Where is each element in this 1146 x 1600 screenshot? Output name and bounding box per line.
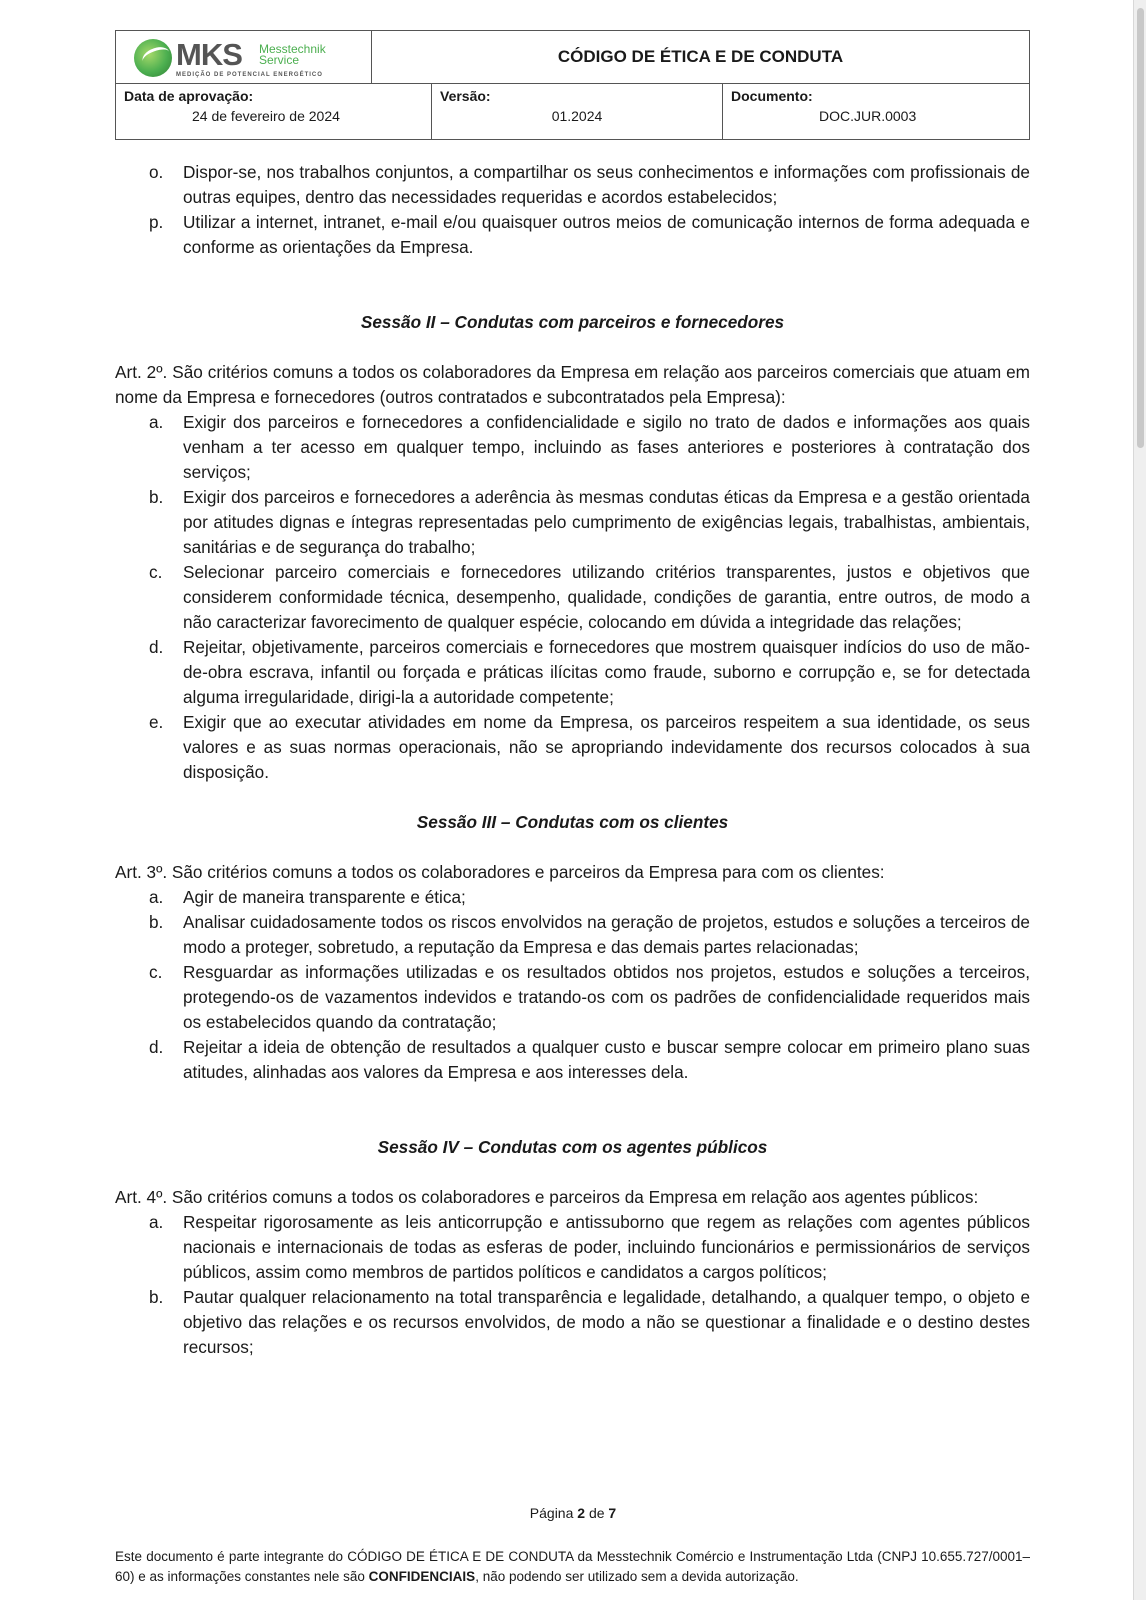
list-item-text: Rejeitar a ideia de obtenção de resultados a qualquer custo e buscar sempre colocar em primeiro plano suas atitudes, alinhadas aos valores da Empresa e aos interesses dela. [183,1037,1030,1082]
section-4-list [115,1210,1030,1360]
section-title-2: Sessão II – Condutas com parceiros e fornecedores [360,312,785,332]
document-body [115,160,1030,1360]
article-3-intro: Art. 3º. São critérios comuns a todos os colaboradores e parceiros da Empresa para com os clientes: [115,862,885,882]
list-item-text: Utilizar a internet, intranet, e-mail e/ou quaisquer outros meios de comunicação internos de forma adequada e conforme as orientações da Empresa. [183,212,1030,257]
list-item [115,560,1030,635]
confidentiality-note [115,1547,1030,1587]
section-title-4: Sessão IV – Condutas com os agentes públicos [377,1137,768,1157]
list-item-text: Respeitar rigorosamente as leis anticorrupção e antissuborno que regem as relações com agentes públicos nacionais e internacionais de todas as esferas de poder, incluindo funcionários e permissionários de serviços públicos, assim como membros de partidos políticos e candidatos a cargos políticos; [183,1212,1030,1282]
list-item [115,485,1030,560]
list-marker: d. [149,1037,164,1057]
viewer-scrollbar[interactable] [1133,0,1146,1600]
list-marker: a. [149,412,164,432]
list-item-text: Exigir dos parceiros e fornecedores a confidencialidade e sigilo no trato de dados e informações aos quais venham a ter acesso em qualquer tempo, incluindo as fases anteriores e posteriores à contratação dos serviços; [183,412,1030,482]
total-pages: 7 [608,1505,617,1521]
section-3-list [115,885,1030,1085]
list-item [115,410,1030,485]
note-text-end: , não podendo ser utilizado sem a devida autorização. [475,1569,799,1584]
note-confidential: CONFIDENCIAIS [368,1569,476,1584]
approval-label: Data de aprovação: [124,88,254,104]
continuation-list [115,160,1030,260]
list-item-text: Analisar cuidadosamente todos os riscos envolvidos na geração de projetos, estudos e soluções a terceiros de modo a proteger, sobretudo, a reputação da Empresa e das demais partes relacionadas; [183,912,1030,957]
list-item [115,710,1030,785]
logo-line1: Messtechnik [259,42,326,56]
list-item [115,1285,1030,1360]
approval-cell [116,84,432,139]
list-item-text: Dispor-se, nos trabalhos conjuntos, a compartilhar os seus conhecimentos e informações com profissionais de outras equipes, dentro das necessidades requeridas e acordos estabelecidos; [183,162,1030,207]
document-label: Documento: [731,88,813,104]
section-title-3: Sessão III – Condutas com os clientes [416,812,729,832]
list-marker: b. [149,487,164,507]
list-item [115,635,1030,710]
list-item [115,1035,1030,1085]
list-marker: c. [149,562,163,582]
version-label: Versão: [440,88,491,104]
list-marker: d. [149,637,164,657]
article-4-intro: Art. 4º. São critérios comuns a todos os colaboradores e parceiros da Empresa em relação aos agentes públicos: [115,1187,979,1207]
list-marker: a. [149,1212,164,1232]
list-marker: b. [149,912,164,932]
document-cell [723,84,1029,139]
article-2-intro: Art. 2º. São critérios comuns a todos os colaboradores da Empresa em relação aos parceiros comerciais que atuam em nome da Empresa e fornecedores (outros contratados e subcontratados pela Empresa): [115,362,1030,407]
header-row-title [116,31,1029,84]
list-item-text: Exigir dos parceiros e fornecedores a aderência às mesmas condutas éticas da Empresa e a gestão orientada por atitudes dignas e íntegras representadas pelo cumprimento de exigências legais, trabalhistas, ambientais, sanitárias e de segurança do trabalho; [183,487,1030,557]
list-item [115,910,1030,960]
list-marker: a. [149,887,164,907]
header-row-meta [116,84,1029,139]
list-marker: p. [149,212,164,232]
version-cell [432,84,723,139]
logo-line2: Service [259,53,300,67]
scrollbar-thumb[interactable] [1137,8,1144,448]
list-item-text: Agir de maneira transparente e ética; [183,887,466,907]
company-logo [116,31,372,83]
current-page: 2 [577,1505,586,1521]
list-marker: b. [149,1287,164,1307]
list-marker: c. [149,962,163,982]
note-text: Este documento é parte integrante do CÓDIGO DE ÉTICA E DE CONDUTA da Messtechnik Comércio e Instrumentação Ltda (CNPJ 10.655.727/0001–60) e as informações constantes nele são [115,1549,1030,1584]
document-title: CÓDIGO DE ÉTICA E DE CONDUTA [557,47,844,66]
list-item [115,885,1030,910]
list-item-text: Rejeitar, objetivamente, parceiros comerciais e fornecedores que mostrem quaisquer indícios do uso de mão-de-obra escrava, infantil ou forçada e práticas ilícitas como fraude, suborno e corrupção e, se for detectada alguma irregularidade, dirigi-la a autoridade competente; [183,637,1030,707]
list-item [115,210,1030,260]
page-of: de [588,1505,605,1521]
list-item [115,960,1030,1035]
document-value: DOC.JUR.0003 [819,108,917,124]
list-item-text: Selecionar parceiro comerciais e fornecedores utilizando critérios transparentes, justos e objetivos que considerem conformidade técnica, desempenho, qualidade, condições de garantia, entre outros, de modo a não caracterizar favorecimento de qualquer espécie, colocando em dúvida a integridade das relações; [183,562,1030,632]
list-item-text: Pautar qualquer relacionamento na total transparência e legalidade, detalhando, a qualquer tempo, o objeto e objetivo das relações e os recursos envolvidos, de modo a não se questionar a finalidade e o destino destes recursos; [183,1287,1030,1357]
logo-brand: MKS [176,37,242,72]
list-item-text: Resguardar as informações utilizadas e os resultados obtidos nos projetos, estudos e soluções a terceiros, protegendo-os de vazamentos indevidos e tratando-os com os padrões de confidencialidade requeridos mais os estabelecidos quando da contratação; [183,962,1030,1032]
list-item [115,160,1030,210]
list-item [115,1210,1030,1285]
document-header [115,30,1030,140]
page-prefix: Página [529,1505,574,1521]
logo-tagline: MEDIÇÃO DE POTENCIAL ENERGÉTICO [176,72,323,78]
approval-value: 24 de fevereiro de 2024 [192,108,340,124]
section-2-list [115,410,1030,785]
list-item-text: Exigir que ao executar atividades em nome da Empresa, os parceiros respeitem a sua identidade, os seus valores e as suas normas operacionais, não se apropriando indevidamente dos recursos colocados à sua disposição. [183,712,1030,782]
page-number [0,1505,1146,1521]
version-value: 01.2024 [551,108,603,124]
list-marker: e. [149,712,164,732]
list-marker: o. [149,162,164,182]
